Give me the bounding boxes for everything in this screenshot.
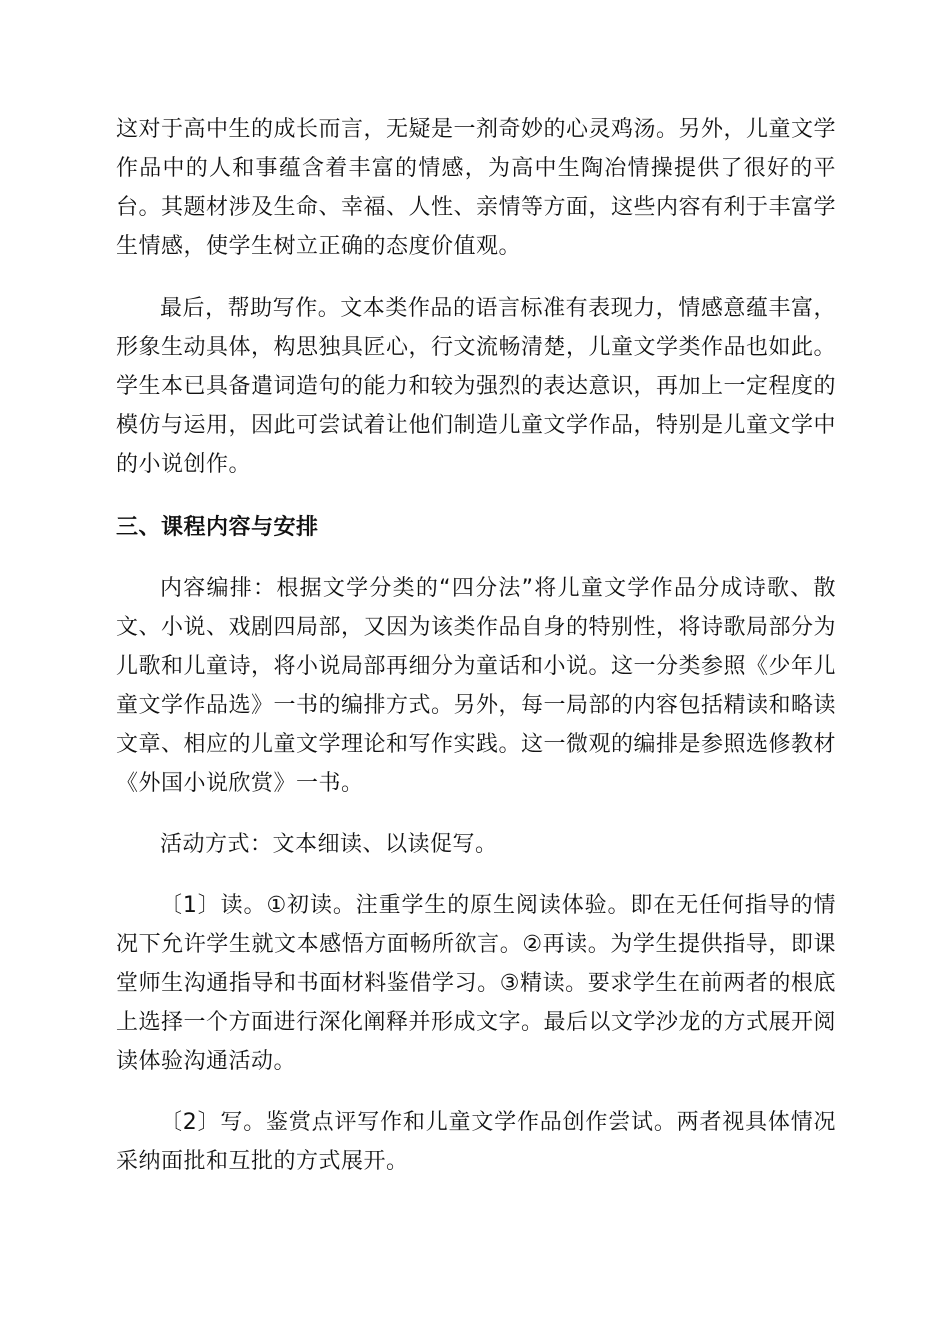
document-body bbox=[116, 110, 836, 1181]
paragraph-writing: 〔2〕写。鉴赏点评写作和儿童文学作品创作尝试。两者视具体情况采纳面批和互批的方式展开。 bbox=[116, 1110, 836, 1174]
section-heading: 三、课程内容与安排 bbox=[116, 515, 319, 540]
paragraph-content-arrangement: 内容编排：根据文学分类的“四分法”将儿童文学作品分成诗歌、散文、小说、戏剧四局部，又因为该类作品自身的特别性，将诗歌局部分为儿歌和儿童诗，将小说局部再细分为童话和小说。这一分类参照《少年儿童文学作品选》一书的编排方式。另外，每一局部的内容包括精读和略读文章、相应的儿童文学理论和写作实践。这一微观的编排是参照选修教材《外国小说欣赏》一书。 bbox=[116, 576, 837, 796]
paragraph-continuation: 这对于高中生的成长而言，无疑是一剂奇妙的心灵鸡汤。另外，儿童文学作品中的人和事蕴含着丰富的情感，为高中生陶冶情操提供了很好的平台。其题材涉及生命、幸福、人性、亲情等方面，这些内容有利于丰富学生情感，使学生树立正确的态度价值观。 bbox=[116, 117, 837, 259]
paragraph-activity-method: 活动方式：文本细读、以读促写。 bbox=[160, 832, 498, 857]
paragraph-writing-help: 最后，帮助写作。文本类作品的语言标准有表现力，情感意蕴丰富，形象生动具体，构思独具匠心，行文流畅清楚，儿童文学类作品也如此。学生本已具备遣词造句的能力和较为强烈的表达意识，再加上一定程度的模仿与运用，因此可尝试着让他们制造儿童文学作品，特别是儿童文学中的小说创作。 bbox=[116, 296, 837, 477]
paragraph-reading: 〔1〕读。①初读。注重学生的原生阅读体验。即在无任何指导的情况下允许学生就文本感悟方面畅所欲言。②再读。为学生提供指导，即课堂师生沟通指导和书面材料鉴借学习。③精读。要求学生在前两者的根底上选择一个方面进行深化阐释并形成文字。最后以文学沙龙的方式展开阅读体验沟通活动。 bbox=[116, 893, 837, 1074]
